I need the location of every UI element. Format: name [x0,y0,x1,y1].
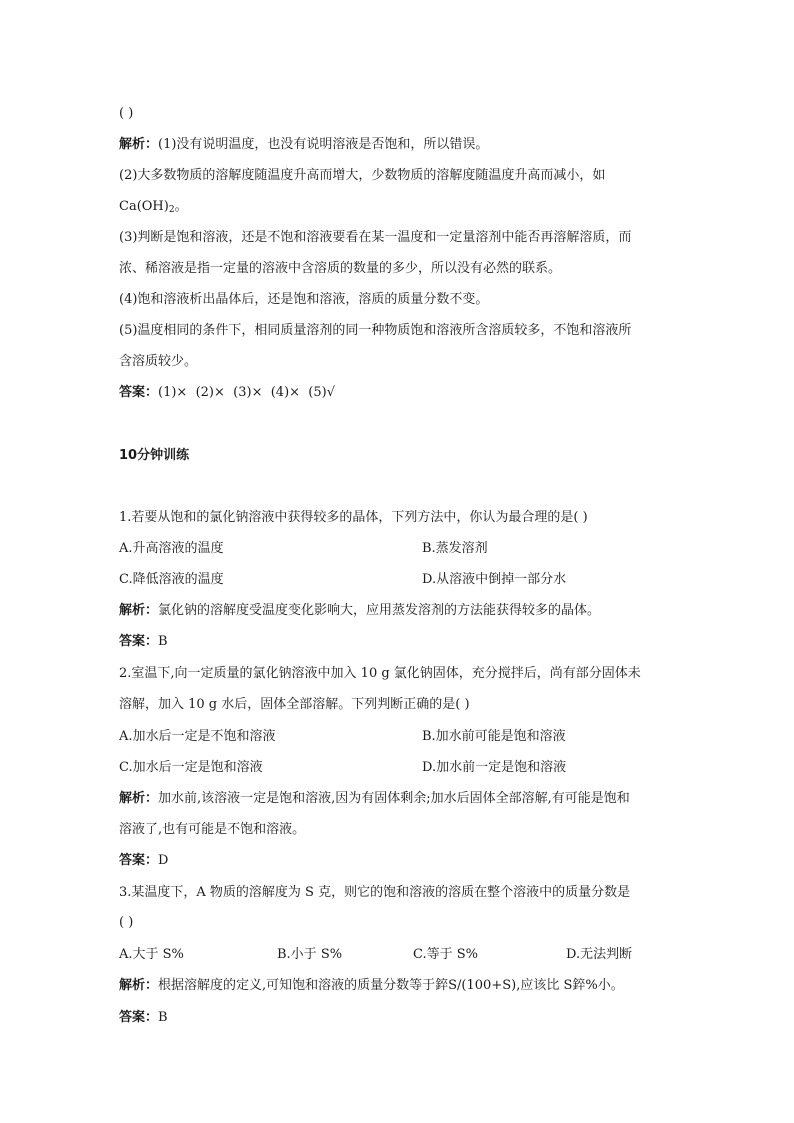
analysis-line-2-cont: $Ca(OH)_2$。 [119,199,188,215]
q1-option-d: D.从溶液中倒掉一部分水 [422,572,567,587]
analysis-line-3: (3)判断是饱和溶液，还是不饱和溶液要看在某一温度和一定量溶剂中能否再溶解溶质，而 [119,230,632,245]
section-title: 10分钟训练 [119,448,190,463]
q3-stem-2: ( ) [119,915,134,930]
q3-option-c: C.等于 S% [413,947,479,962]
q1-answer: 答案：B [119,634,168,649]
q2-option-a: A.加水后一定是不饱和溶液 [119,729,276,744]
q3-option-b: B.小于 S% [277,947,343,962]
q3-option-d: D.无法判断 [566,947,633,962]
q1-analysis: 解析：氯化钠的溶解度受温度变化影响大，应用蒸发溶剂的方法能获得较多的晶体。 [119,603,601,618]
analysis-line-5-cont: 含溶质较少。 [119,354,198,369]
q2-stem-2: 溶解，加入 10 g 水后，固体全部溶解。下列判断正确的是( ) [119,697,470,712]
q2-stem-1: 2.室温下,向一定质量的氯化钠溶液中加入 10 g 氯化钠固体，充分搅拌后，尚有部分固体未 [119,666,641,681]
analysis-line-2: (2)大多数物质的溶解度随温度升高而增大，少数物质的溶解度随温度升高而减小，如 [119,168,606,183]
q2-answer: 答案：D [119,853,169,868]
q2-option-c: C.加水后一定是饱和溶液 [119,760,263,775]
analysis-line-3-cont: 浓、稀溶液是指一定量的溶液中含溶质的数量的多少，所以没有必然的联系。 [119,261,562,276]
analysis-line-1: 解析：(1)没有说明温度，也没有说明溶液是否饱和，所以错误。 [119,137,489,152]
answer-label: 答案： [119,385,159,400]
q3-answer: 答案：B [119,1010,168,1025]
q3-stem-1: 3.某温度下，A 物质的溶解度为 S 克，则它的饱和溶液的溶质在整个溶液中的质量分数是 [119,885,631,900]
analysis-line-5: (5)温度相同的条件下，相同质量溶剂的同一种物质饱和溶液所含溶质较多，不饱和溶液所 [119,323,632,338]
q1-stem: 1.若要从饱和的氯化钠溶液中获得较多的晶体，下列方法中，你认为最合理的是( ) [119,510,588,525]
q2-analysis-cont: 溶液了,也有可能是不饱和溶液。 [119,822,306,837]
q3-option-a: A.大于 S% [119,947,184,962]
q3-analysis: 解析：根据溶解度的定义,可知饱和溶液的质量分数等于錊S/(100+S),应该比 S錊%小。 [119,978,624,993]
analysis-line-4: (4)饱和溶液析出晶体后，还是饱和溶液，溶质的质量分数不变。 [119,292,489,307]
q1-option-b: B.蒸发溶剂 [422,541,488,556]
q1-option-a: A.升高溶液的温度 [119,541,224,556]
analysis-label: 解析： [119,137,159,152]
q2-option-b: B.加水前可能是饱和溶液 [422,729,566,744]
answer-line: 答案：(1)× (2)× (3)× (4)× (5)√ [119,385,336,400]
q2-option-d: D.加水前一定是饱和溶液 [422,760,567,775]
q1-option-c: C.降低溶液的温度 [119,572,224,587]
q2-analysis: 解析：加水前,该溶液一定是饱和溶液,因为有固体剩余;加水后固体全部溶解,有可能是饱和 [119,791,630,806]
answer-bracket: ( ) [119,106,134,121]
